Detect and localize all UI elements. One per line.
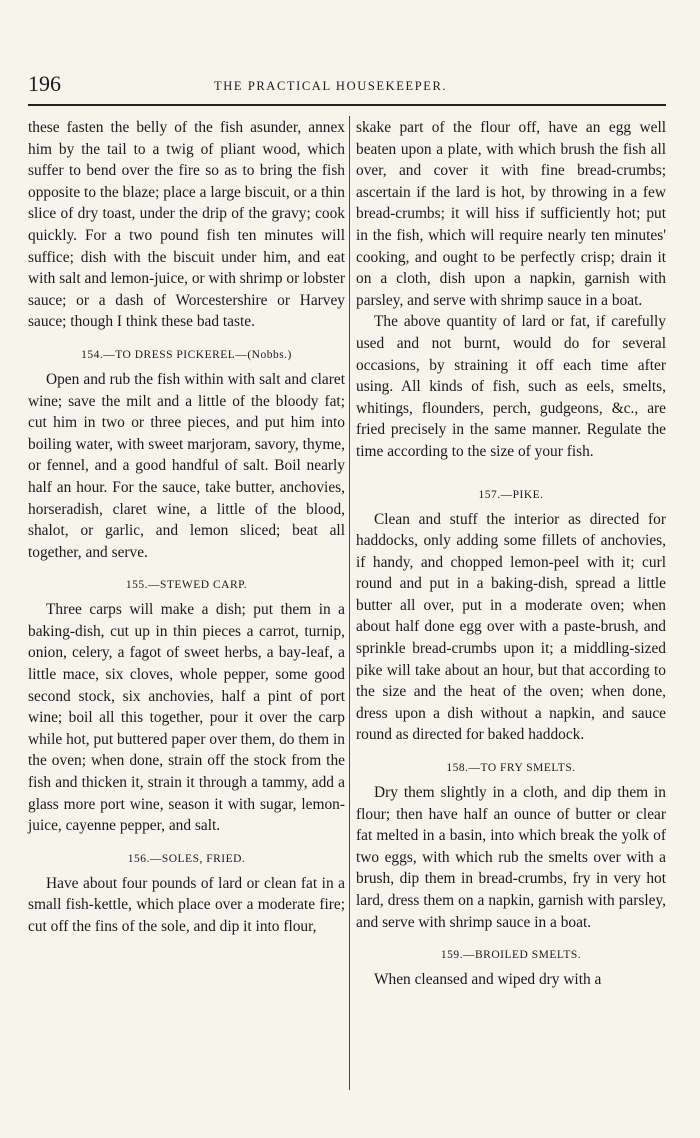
recipe-body-154: Open and rub the fish within with salt and claret wine; save the milt and a little of the bloody fat; cut him in two or three pieces, and put him into boiling water, with sweet marjoram, savory, thyme, or fennel, and a good handful of salt. Boil nearly half an hour. For the sauce, take butter, anchovies, horseradish, claret wine, a little of the blood, shalot, or garlic, and lemon sliced; beat all together, and serve. [28, 370, 345, 561]
recipe-body-157: Clean and stuff the interior as directed for haddocks, only adding some fillets of anchovies, if handy, and chopped lemon-peel with it; curl round and put in a baking-dish, spread a little butter all over, put in a moderate oven; when about half done egg over with a paste-brush, and sprinkle bread-crumbs upon it; a middling-sized pike will take about an hour, but that according to the size and the heat of the oven; when done, dress upon a dish without a napkin, and sauce round as directed for baked haddock. [356, 510, 666, 744]
recipe-heading-154: 154.—TO DRESS PICKEREL—(Nobbs.) [81, 348, 292, 361]
recipe-heading-155: 155.—STEWED CARP. [125, 579, 248, 592]
recipe-body-156: Have about four pounds of lard or clean fat in a small fish-kettle, which place over a moderate fire; cut off the fins of the sole, and dip it into flour, [28, 874, 345, 935]
recipe-body-159: When cleansed and wiped dry with a [374, 971, 602, 989]
recipe-heading-159: 159.—BROILED SMELTS. [440, 949, 582, 962]
continuation-paragraph-1: skake part of the flour off, have an egg well beaten upon a plate, with which brush the fish all over, and cover it with fine bread-crumbs; ascertain if the lard is hot, by throwing in a few bread-crumbs; it will hiss if sufficiently hot; put in the fish, which will require nearly ten minutes' cooking, and ought to be perfectly crisp; drain it on a cloth, dish upon a napkin, garnish with parsley, and serve with shrimp sauce in a boat. [356, 119, 666, 309]
page-number: 196 [28, 71, 61, 96]
right-column [356, 117, 666, 991]
continuation-paragraph-2: The above quantity of lard or fat, if carefully used and not burnt, would do for several occasions, by straining it off each time after using. All kinds of fish, such as eels, smelts, whitings, flounders, perch, gudgeons, &c., are fried precisely in the same manner. Regulate the time according to the size of your fish. [356, 313, 666, 460]
recipe-heading-158: 158.—TO FRY SMELTS. [446, 762, 576, 775]
continuation-paragraph: these fasten the belly of the fish asunder, annex him by the tail to a twig of pliant wood, which suffer to bend over the fire so as to bring the fish opposite to the blaze; place a large biscuit, or a thin slice of dry toast, under the drip of the gravy; cook quickly. For a two pound fish ten minutes will suffice; dish with the biscuit under him, and eat with salt and lemon-juice, or with shrimp or lobster sauce; or a dash of Worcestershire or Harvey sauce; though I think these bad taste. [28, 119, 345, 331]
recipe-heading-156: 156.—SOLES, FRIED. [127, 852, 246, 865]
page-header [28, 70, 666, 106]
left-column [28, 117, 345, 938]
recipe-body-158: Dry them slightly in a cloth, and dip them in flour; then have half an ounce of butter or clear fat melted in a basin, into which break the yolk of two eggs, with which rub the smelts over with a brush, dip them in bread-crumbs, fry in very hot lard, dress them on a napkin, garnish with parsley, and serve with shrimp sauce in a boat. [356, 784, 666, 931]
column-divider [349, 116, 350, 1090]
running-title: THE PRACTICAL HOUSEKEEPER. [214, 79, 448, 93]
recipe-body-155: Three carps will make a dish; put them in a baking-dish, cut up in thin pieces a carrot, turnip, onion, celery, a fagot of sweet herbs, a bay-leaf, a little mace, six cloves, whole pepper, some good second stock, six anchovies, half a pint of port wine; boil all this together, pour it over the carp while hot, put buttered paper over them, do them in the oven; when done, strain off the stock from the fish and thicken it, strain it through a tammy, add a glass more port wine, season it with sugar, lemon-juice, cayenne pepper, and salt. [28, 601, 345, 835]
recipe-heading-157: 157.—PIKE. [478, 488, 544, 501]
